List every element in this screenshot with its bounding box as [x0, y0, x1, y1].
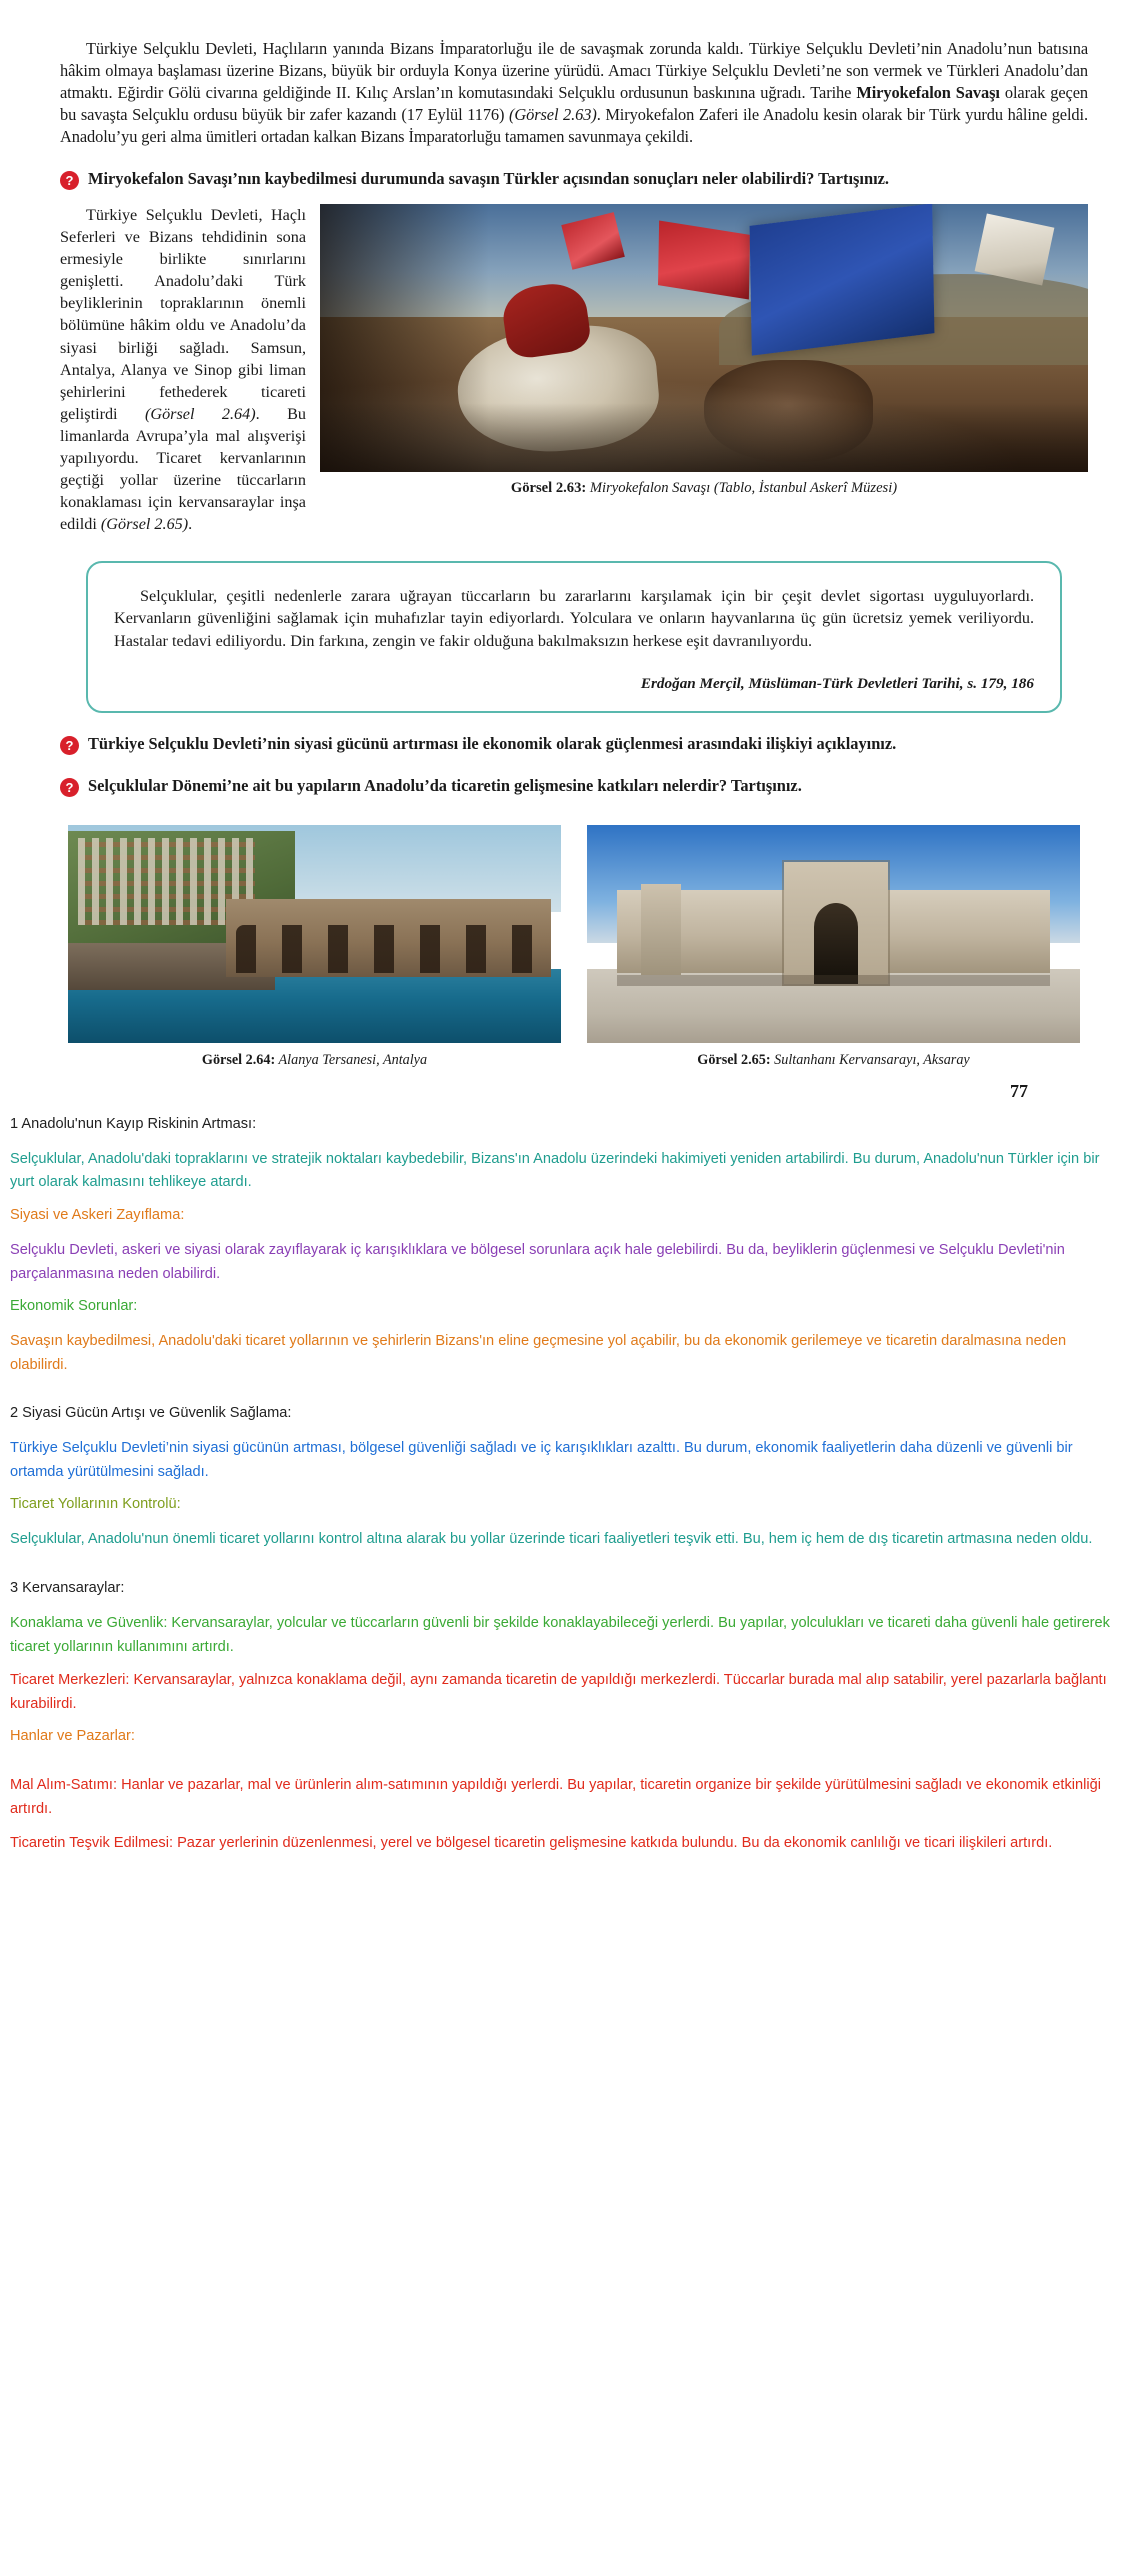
answer-line: 2 Siyasi Gücün Artışı ve Güvenlik Sağlama: — [10, 1405, 292, 1422]
column-paragraph — [60, 204, 306, 534]
main-paragraph-part1: Türkiye Selçuklu Devleti, Haçlıların yanında Bizans İmparatorluğu ile de savaşmak zorunda kaldı. Türkiye Selçuklu Devleti’nin Anadolu’nun batısına hâkim olmaya başlaması üzerine Bizans, büyük bir orduyla Konya üzerine yürüdü. Amacı Türkiye Selçuklu Devleti’ne son vermek ve Türkleri Anadolu’dan atmaktı. Eğirdir Gölü civarına geldiğinde II. Kılıç Arslan’ın komutasındaki Selçuklu ordusunun baskınına uğradı. Tarihe — [60, 39, 1088, 103]
question-item-1 — [60, 168, 1088, 190]
answer-line: 1 Anadolu'nun Kayıp Riskinin Artması: — [10, 1115, 257, 1132]
painting-bottom-shadow — [320, 403, 1088, 473]
column-paragraph-ref-265: (Görsel 2.65) — [100, 514, 189, 533]
page-number: 77 — [1010, 1080, 1028, 1101]
figure-264-caption — [68, 1052, 561, 1069]
figure-263-label: Görsel 2.63: — [510, 480, 587, 497]
book-content-region — [0, 0, 1148, 1102]
main-paragraph-bold-term: Miryokefalon Savaşı — [856, 83, 1000, 103]
bottom-figures-row — [60, 825, 1088, 1043]
question-mark-icon: ? — [60, 171, 79, 190]
answer-line: Konaklama ve Güvenlik: Kervansaraylar, yolcular ve tüccarların güvenli bir şekilde konaklayabileceği yerlerdi. Bu yapılar, yolculukları ve ticareti daha güvenli hale getirerek ticaret yollarının kullanımını artırdı. — [10, 1614, 1110, 1655]
figure-265-caption-text: Sultanhanı Kervansarayı, Aksaray — [774, 1051, 970, 1068]
figure-265-block — [587, 825, 1080, 1043]
answer-notes-region — [0, 1108, 1148, 1905]
answer-line: Savaşın kaybedilmesi, Anadolu'daki ticaret yollarının ve şehirlerin Bizans'ın eline geçmesine yol açabilir, bu da ekonomik gerilemeye ve ticaretin daralmasına neden olabilirdi. — [10, 1333, 1067, 1373]
answer-line: Ticaret Merkezleri: Kervansaraylar, yalnızca konaklama değil, aynı zamanda ticaretin de yapıldığı merkezlerdi. Tüccarlar burada mal alıp satabilir, yerel pazarlarla bağlantı kurabilirdi. — [10, 1672, 1107, 1712]
main-paragraph-figure-ref: (Görsel 2.63) — [509, 105, 597, 125]
figure-263-block — [320, 204, 1088, 497]
photo2-tower — [641, 884, 680, 976]
question-item-2 — [60, 733, 1088, 755]
figure-263-caption — [320, 480, 1088, 497]
main-paragraph-part3: . Miryokefalon Zaferi ile Anadolu kesin olarak bir Türk yurdu hâline geldi. Anadolu’yu geri alma ümitleri ortadan kalkan Bizans İmparatorluğu tamamen savunmaya çekildi. — [60, 105, 1088, 147]
figure-265-caption — [587, 1052, 1080, 1069]
column-paragraph-part2: . Bu limanlarda Avrupa’yla mal alışverişi yapılıyordu. Ticaret kervanlarının geçtiği yollar üzerine tüccarların konaklaması için kervansaraylar inşa edildi — [60, 404, 306, 533]
answer-line: Hanlar ve Pazarlar: — [10, 1728, 135, 1745]
figure-264-block — [68, 825, 561, 1043]
painting-blue-banner — [750, 204, 935, 355]
answer-line: Ticaretin Teşvik Edilmesi: Pazar yerlerinin düzenlenmesi, yerel ve bölgesel ticaretin gelişmesine katkıda bulundu. Bu da ekonomik canlılığı ve ticari ilişkileri artırdı. — [10, 1834, 1053, 1851]
figure-263-caption-text: Miryokefalon Savaşı (Tablo, İstanbul Askerî Müzesi) — [589, 480, 898, 497]
question-text-3: Selçuklular Dönemi’ne ait bu yapıların Anadolu’da ticaretin gelişmesine katkıları nelerdir? Tartışınız. — [88, 775, 802, 795]
column-paragraph-ref-264: (Görsel 2.64) — [144, 404, 256, 423]
question-text-1: Miryokefalon Savaşı’nın kaybedilmesi durumunda savaşın Türkler açısından sonuçları neler olabilirdi? Tartışınız. — [88, 169, 890, 189]
question-text-2: Türkiye Selçuklu Devleti’nin siyasi gücünü artırması ile ekonomik olarak güçlenmesi arasındaki ilişkiyi açıklayınız. — [88, 733, 897, 753]
main-paragraph — [60, 38, 1088, 148]
answer-line: 3 Kervansaraylar: — [10, 1580, 125, 1597]
photo-shipyard-arches — [236, 925, 542, 973]
miryokefalon-battle-painting — [320, 204, 1088, 472]
answer-line: Selçuklu Devleti, askeri ve siyasi olarak zayıflayarak iç karışıklıklara ve bölgesel sorunlara açık hale gelebilirdi. Bu da, beyliklerin güçlenmesi ve Selçuklu Devleti'nin parçalanmasına neden olabilirdi. — [10, 1241, 1065, 1282]
main-paragraph-part2: olarak geçen bu savaşta Selçuklu ordusu büyük bir zafer kazandı (17 Eylül 1176) — [60, 83, 1088, 125]
answer-line: Selçuklular, Anadolu'daki topraklarını ve stratejik noktaları kaybedebilir, Bizans'ın Anadolu üzerindeki hakimiyeti yeniden artabilirdi. Bu durum, Anadolu'nun Türkler için bir yurt olarak kalmasını tehlikeye atardı. — [10, 1150, 1100, 1191]
alanya-shipyard-photo — [68, 825, 561, 1043]
text-and-figure-row — [60, 204, 1088, 534]
photo2-shadow — [617, 975, 1051, 986]
question-mark-icon: ? — [60, 736, 79, 755]
answer-line: Siyasi ve Askeri Zayıflama: — [10, 1206, 185, 1223]
answer-line: Selçuklular, Anadolu'nun önemli ticaret yollarını kontrol altına alarak bu yollar üzerinde ticari faaliyetleri teşvik etti. Bu, hem iç hem de dış ticaretin artmasına neden oldu. — [10, 1531, 1093, 1548]
column-paragraph-part1: Türkiye Selçuklu Devleti, Haçlı Seferleri ve Bizans tehdidinin sona ermesiyle birlikte sınırlarını genişletti. Anadolu’daki Türk beyliklerinin topraklarının önemli bölümüne hâkim oldu ve Anadolu’da siyasi birliği sağladı. Samsun, Antalya, Alanya ve Sinop gibi liman şehirlerini fethederek ticareti geliştirdi — [60, 206, 306, 423]
answer-line: Türkiye Selçuklu Devleti’nin siyasi gücünün artması, bölgesel güvenliği sağladı ve iç karışıklıkları azalttı. Bu durum, ekonomik faaliyetlerin daha düzenli ve güvenli bir ortamda yürütülmesini sağladı. — [10, 1440, 1073, 1480]
answer-line: Ticaret Yollarının Kontrolü: — [10, 1496, 181, 1513]
answer-line: Ekonomik Sorunlar: — [10, 1298, 138, 1315]
quote-box — [86, 561, 1062, 713]
figure-265-label: Görsel 2.65: — [697, 1051, 771, 1068]
question-mark-icon: ? — [60, 778, 79, 797]
quote-box-source: Erdoğan Merçil, Müslüman-Türk Devletleri Tarihi, s. 179, 186 — [640, 674, 1034, 692]
figure-264-label: Görsel 2.64: — [201, 1051, 276, 1068]
question-item-3 — [60, 775, 1088, 797]
column-paragraph-part3: . — [188, 514, 193, 533]
bottom-captions-row — [60, 1052, 1088, 1069]
photo2-doorway — [814, 903, 858, 984]
sultanhani-caravanserai-photo — [587, 825, 1080, 1043]
quote-box-text: Selçuklular, çeşitli nedenlerle zarara uğrayan tüccarların bu zararlarını karşılamak için bir çeşit devlet sigortası uyguluyorlardı. Kervanların güvenliğini sağlamak için muhafızlar tayin ediyorlardı. Yolculara ve onların hayvanlarına üç gün ücretsiz yemek veriliyordu. Hastalar tedavi ediliyordu. Din farkına, zengin ve fakir olduğuna bakılmaksızın herkese eşit davranılıyordu. — [114, 586, 1034, 651]
figure-264-caption-text: Alanya Tersanesi, Antalya — [278, 1051, 428, 1068]
answer-line: Mal Alım-Satımı: Hanlar ve pazarlar, mal ve ürünlerin alım-satımının yapıldığı yerlerdi. Bu yapılar, ticaretin organize bir şekilde yürütülmesini sağladı ve ekonomik etkinliği artırdı. — [10, 1777, 1101, 1817]
